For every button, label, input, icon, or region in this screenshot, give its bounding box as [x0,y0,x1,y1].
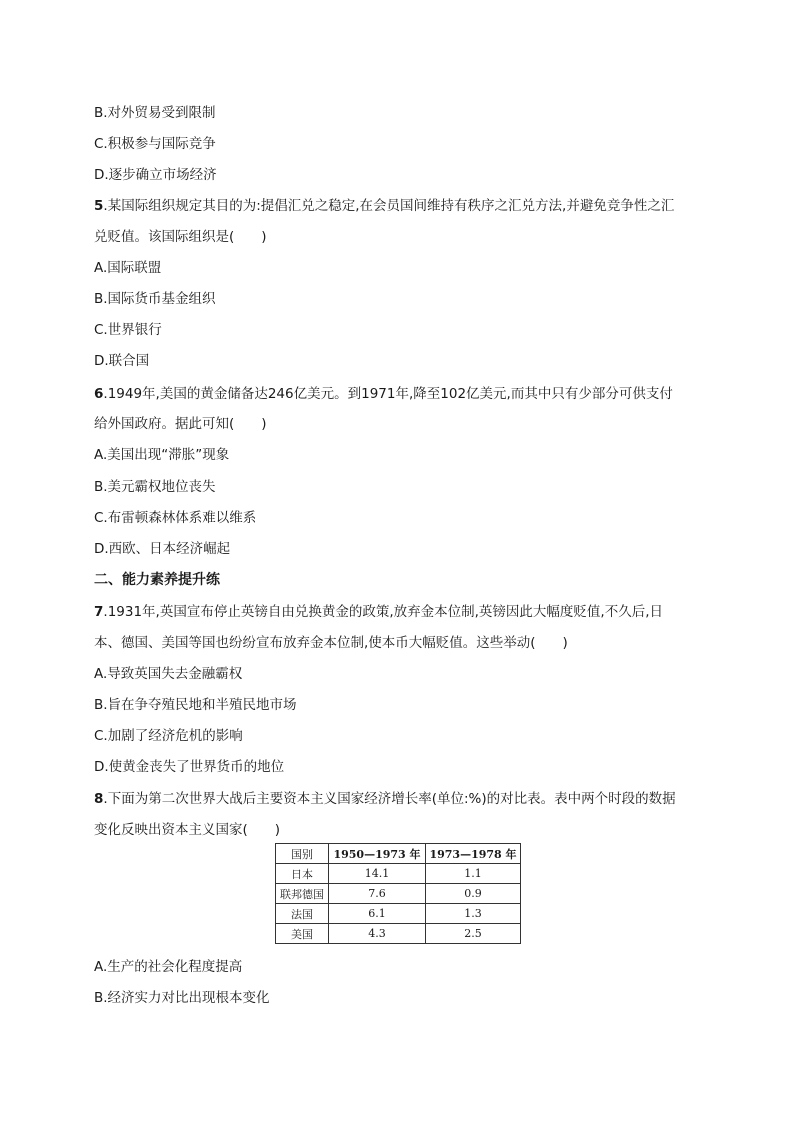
q8-stem-line1 [94,790,676,808]
table-cell: 4.3 [329,924,426,944]
table-header-cell: 国别 [276,844,329,864]
q6-option-d: D.西欧、日本经济崛起 [94,541,231,557]
table-row [276,884,521,904]
q6-stem-line1 [94,385,673,403]
q7-stem-text: .1931年,英国宣布停止英镑自由兑换黄金的政策,放弃金本位制,英镑因此大幅度贬值,不久后,日 [103,604,664,620]
table-header-cell: 1973—1978 年 [426,844,521,864]
q8-number: 8 [94,791,104,807]
table-cell: 0.9 [426,884,521,904]
q5-number: 5 [94,198,104,214]
table-cell: 美国 [276,924,329,944]
table-row [276,924,521,944]
table-cell: 法国 [276,904,329,924]
table-header-cell: 1950—1973 年 [329,844,426,864]
q7-stem-line2: 本、德国、美国等国也纷纷宣布放弃金本位制,使本币大幅贬值。这些举动( ) [94,635,568,651]
q6-stem-line2: 给外国政府。据此可知( ) [94,416,267,432]
table-cell: 联邦德国 [276,884,329,904]
table-cell: 7.6 [329,884,426,904]
q7-number: 7 [94,604,104,620]
q6-option-c: C.布雷顿森林体系难以维系 [94,510,257,526]
q8-option-a: A.生产的社会化程度提高 [94,959,243,975]
q5-option-b: B.国际货币基金组织 [94,291,216,307]
q6-stem-text: .1949年,美国的黄金储备达246亿美元。到1971年,降至102亿美元,而其中只有少部分可供支付 [103,386,673,402]
q5-stem-line2: 兑贬值。该国际组织是( ) [94,229,267,245]
q5-option-c: C.世界银行 [94,322,162,338]
table-cell: 1.3 [426,904,521,924]
q7-stem-line1 [94,603,663,621]
q7-option-d: D.使黄金丧失了世界货币的地位 [94,759,285,775]
table-row [276,864,521,884]
growth-rate-table [275,843,521,944]
table-cell: 6.1 [329,904,426,924]
table-row [276,904,521,924]
q8-stem-line2: 变化反映出资本主义国家( ) [94,822,281,838]
q6-number: 6 [94,386,104,402]
q4-option-c: C.积极参与国际竞争 [94,136,216,152]
table-cell: 日本 [276,864,329,884]
table-cell: 2.5 [426,924,521,944]
q8-option-b: B.经济实力对比出现根本变化 [94,990,270,1006]
q5-option-a: A.国际联盟 [94,260,162,276]
table-header-row [276,844,521,864]
q6-option-a: A.美国出现“滞胀”现象 [94,447,230,463]
q4-option-b: B.对外贸易受到限制 [94,105,216,121]
q5-stem-text: .某国际组织规定其目的为:提倡汇兑之稳定,在会员国间维持有秩序之汇兑方法,并避免竞争性之汇 [103,198,675,214]
table-cell: 14.1 [329,864,426,884]
table-cell: 1.1 [426,864,521,884]
q7-option-c: C.加剧了经济危机的影响 [94,728,243,744]
q7-option-b: B.旨在争夺殖民地和半殖民地市场 [94,697,297,713]
q4-option-d: D.逐步确立市场经济 [94,167,217,183]
q8-stem-text: .下面为第二次世界大战后主要资本主义国家经济增长率(单位:%)的对比表。表中两个时段的数据 [103,791,676,807]
q6-option-b: B.美元霸权地位丧失 [94,479,216,495]
q7-option-a: A.导致英国失去金融霸权 [94,666,243,682]
section-title: 二、能力素养提升练 [94,572,220,588]
q5-stem-line1 [94,197,674,215]
q5-option-d: D.联合国 [94,353,150,369]
